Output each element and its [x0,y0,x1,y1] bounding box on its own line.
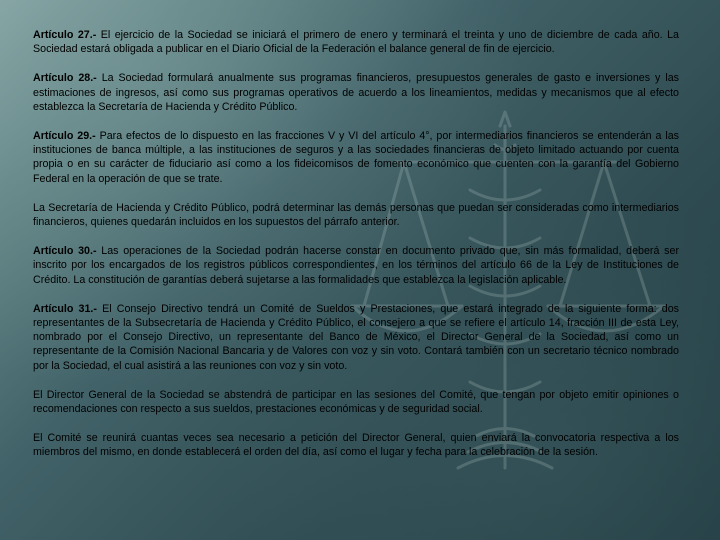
legal-text-block [33,28,679,460]
article-27-label: Artículo 27.- [33,29,97,41]
director-abstention-text: El Director General de la Sociedad se abstendrá de participar en las sesiones del Comité, que tengan por objeto emitir opiniones o recomendaciones con respecto a sus sueldos, prestaciones económicas y de seguridad social. [33,388,679,416]
committee-meeting-paragraph [33,431,679,459]
committee-meeting-text: El Comité se reunirá cuantas veces sea necesario a petición del Director General, quien enviará la convocatoria respectiva a los miembros del mismo, en donde establecerá el orden del día, así como el lugar y fecha para la celebración de la sesión. [33,432,679,459]
article-31-text: El Consejo Directivo tendrá un Comité de Sueldos y Prestaciones, que estará integrado de la siguiente forma: dos representantes de la Subsecretaría de Hacienda y Crédito Público, el consejero a que se refiere el artículo 14, fracción III de esta Ley, nombrado por el Consejo Directivo, un representante del Banco de México, el Director General de la Sociedad, así como un representante de la Comisión Nacional Bancaria y de Valores con voz y sin voto. Contará también con un secretario técnico nombrado por la Sociedad, el cual asistirá a las reuniones con voz y sin voto. [33,302,679,372]
article-29-label: Artículo 29.- [33,130,96,143]
article-30-text: Las operaciones de la Sociedad podrán hacerse constar en documento privado que, sin más formalidad, deberá ser inscrito por los encargados de los registros públicos correspondientes, en los términos del artículo 66 de la Ley de Instituciones de Crédito. La constitución de garantías deberá sujetarse a las formalidades que establezca la legislación aplicable. [33,245,679,286]
article-30-paragraph [33,244,679,287]
article-31-label: Artículo 31.- [33,302,97,315]
article-28-paragraph [33,71,679,114]
article-27-text: El ejercicio de la Sociedad se iniciará el primero de enero y terminará el treinta y uno de diciembre de cada año. La Sociedad estará obligada a publicar en el Diario Oficial de la Federación el balance general de fin de ejercicio. [33,29,679,56]
article-29-text: Para efectos de lo dispuesto en las fracciones V y VI del artículo 4°, por intermediarios financieros se entenderán a las instituciones de banca múltiple, a las instituciones de seguros y a las sociedades financieras de objeto limitado actuando por cuenta propia o en su carácter de fiduciario así como a los fideicomisos de fomento económico que cuenten con la garantía del Gobierno Federal en la operación de que se trate. [33,130,679,185]
article-31-paragraph [33,302,679,373]
article-29-paragraph [33,129,679,186]
shcp-definition-paragraph [33,201,679,229]
article-30-label: Artículo 30.- [33,245,97,258]
director-abstention-paragraph [33,388,679,416]
article-28-text: La Sociedad formulará anualmente sus programas financieros, presupuestos generales de gasto e inversiones y las estimaciones de ingresos, así como sus programas operativos de acuerdo a los lineamientos, medidas y mecanismos que al efecto establezca la Secretaría de Hacienda y Crédito Público. [33,72,679,113]
shcp-definition-text: La Secretaría de Hacienda y Crédito Público, podrá determinar las demás personas que puedan ser consideradas como intermediarios financieros, quienes quedarán incluidos en los supuestos del párrafo anterior. [33,201,679,229]
article-27-paragraph [33,28,679,56]
article-28-label: Artículo 28.- [33,72,97,85]
